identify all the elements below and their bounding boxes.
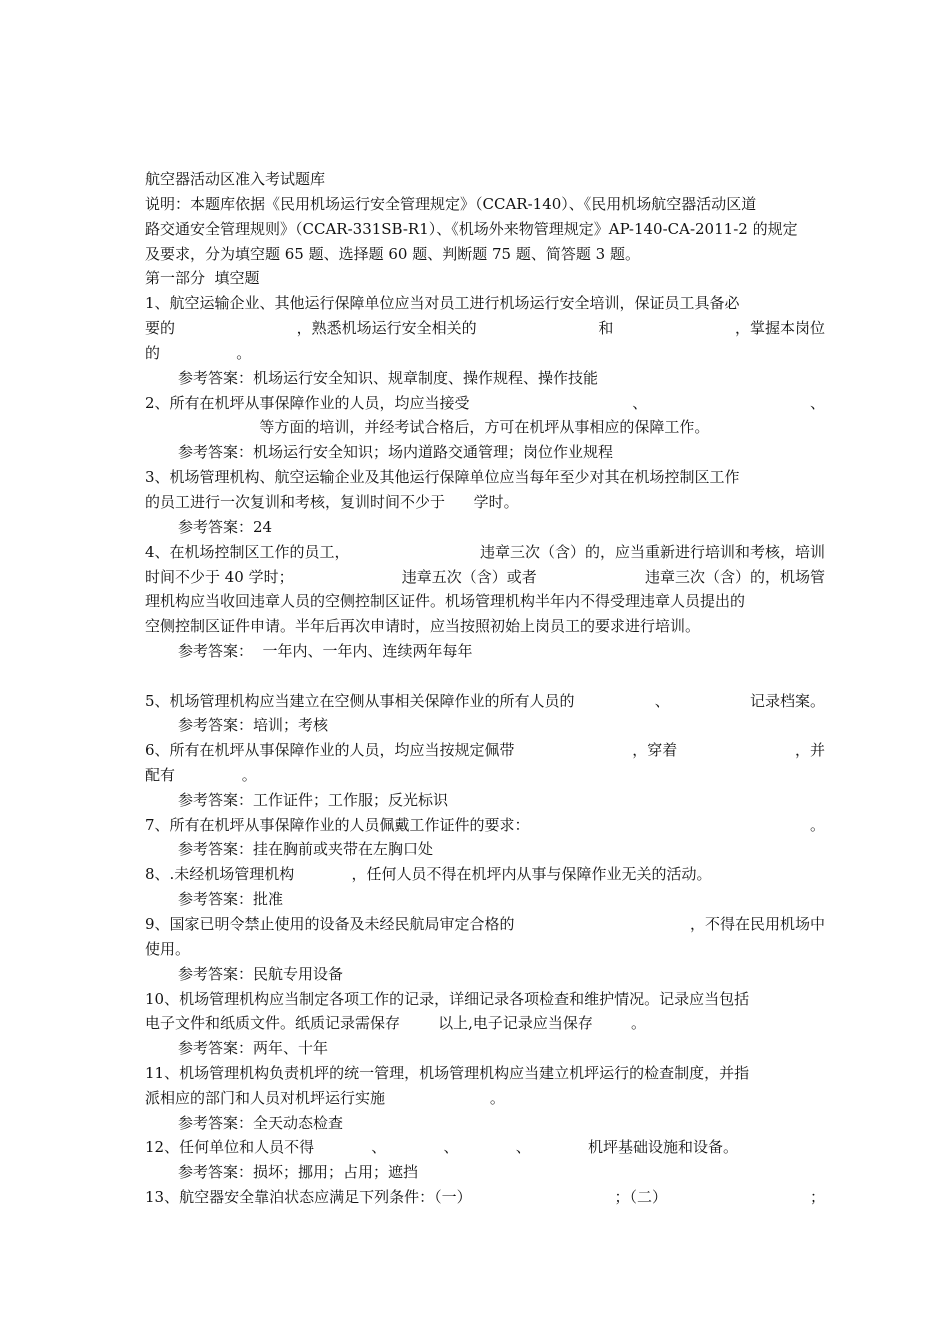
answer-line: 参考答案：批准 [178,890,284,908]
question-line: 时间不少于 40 学时； 违章五次（含）或者 违章三次（含）的，机场管 [145,568,825,586]
question-line: 要的 ，熟悉机场运行安全相关的 和 ，掌握本岗位 [145,319,825,337]
question-line: 的 。 [145,344,252,362]
answer-line: 参考答案：培训；考核 [178,716,329,734]
question-line: 的员工进行一次复训和考核，复训时间不少于 学时。 [145,493,519,511]
doc-title: 航空器活动区准入考试题库 [145,170,326,188]
intro-line: 说明：本题库依据《民用机场运行安全管理规定》（CCAR-140）、《民用机场航空器活动区道 [145,195,757,213]
question-line: 8、.未经机场管理机构 ，任何人员不得在机坪内从事与保障作业无关的活动。 [145,865,712,883]
answer-line: 参考答案：挂在胸前或夹带在左胸口处 [178,840,434,858]
question-line: 空侧控制区证件申请。半年后再次申请时，应当按照初始上岗员工的要求进行培训。 [145,617,701,635]
question-line: 电子文件和纸质文件。纸质记录需保存 以上,电子记录应当保存 。 [145,1014,647,1032]
question-line: 9、国家已明令禁止使用的设备及未经民航局审定合格的 ，不得在民用机场中 [145,915,825,933]
question-line: 等方面的培训，并经考试合格后，方可在机坪从事相应的保障工作。 [145,418,710,436]
question-line: 10、机场管理机构应当制定各项工作的记录，详细记录各项检查和维护情况。记录应当包括 [145,990,750,1008]
answer-line: 参考答案：全天动态检查 [178,1114,344,1132]
question-line: 5、机场管理机构应当建立在空侧从事相关保障作业的所有人员的 、 记录档案。 [145,692,825,710]
question-line: 派相应的部门和人员对机坪运行实施 。 [145,1089,505,1107]
question-line: 6、所有在机坪从事保障作业的人员，均应当按规定佩带 ，穿着 ，并 [145,741,825,759]
question-line: 11、机场管理机构负责机坪的统一管理，机场管理机构应当建立机坪运行的检查制度，并指 [145,1064,750,1082]
question-line: 13、航空器安全靠泊状态应满足下列条件：（一） ；（二） ； [145,1188,825,1206]
answer-line: 参考答案：机场运行安全知识、规章制度、操作规程、操作技能 [178,369,599,387]
question-line: 使用。 [145,940,191,958]
answer-line: 参考答案：工作证件；工作服；反光标识 [178,791,449,809]
answer-line: 参考答案：损坏；挪用；占用；遮挡 [178,1163,419,1181]
question-line: 配有 。 [145,766,257,784]
answer-line: 参考答案： 一年内、一年内、连续两年每年 [178,642,473,660]
part-heading: 第一部分 填空题 [145,269,260,287]
question-line: 理机构应当收回违章人员的空侧控制区证件。机场管理机构半年内不得受理违章人员提出的 [145,592,746,610]
question-line: 1、航空运输企业、其他运行保障单位应当对员工进行机场运行安全培训，保证员工具备必 [145,294,740,312]
question-line: 4、在机场控制区工作的员工， 违章三次（含）的，应当重新进行培训和考核，培训 [145,543,825,561]
question-line: 12、任何单位和人员不得 、 、 、 机坪基础设施和设备。 [145,1138,738,1156]
question-line: 2、所有在机坪从事保障作业的人员，均应当接受 、 、 [145,394,825,412]
intro-line: 及要求，分为填空题 65 题、选择题 60 题、判断题 75 题、简答题 3 题。 [145,245,640,263]
answer-line: 参考答案：机场运行安全知识；场内道路交通管理；岗位作业规程 [178,443,614,461]
answer-line: 参考答案：两年、十年 [178,1039,329,1057]
question-line: 3、机场管理机构、航空运输企业及其他运行保障单位应当每年至少对其在机场控制区工作 [145,468,740,486]
answer-line: 参考答案：24 [178,518,273,536]
intro-line: 路交通安全管理规则》（CCAR-331SB-R1）、《机场外来物管理规定》AP-140-CA-2011-2 的规定 [145,220,798,238]
answer-line: 参考答案：民航专用设备 [178,965,344,983]
question-line: 7、所有在机坪从事保障作业的人员佩戴工作证件的要求： 。 [145,816,825,834]
